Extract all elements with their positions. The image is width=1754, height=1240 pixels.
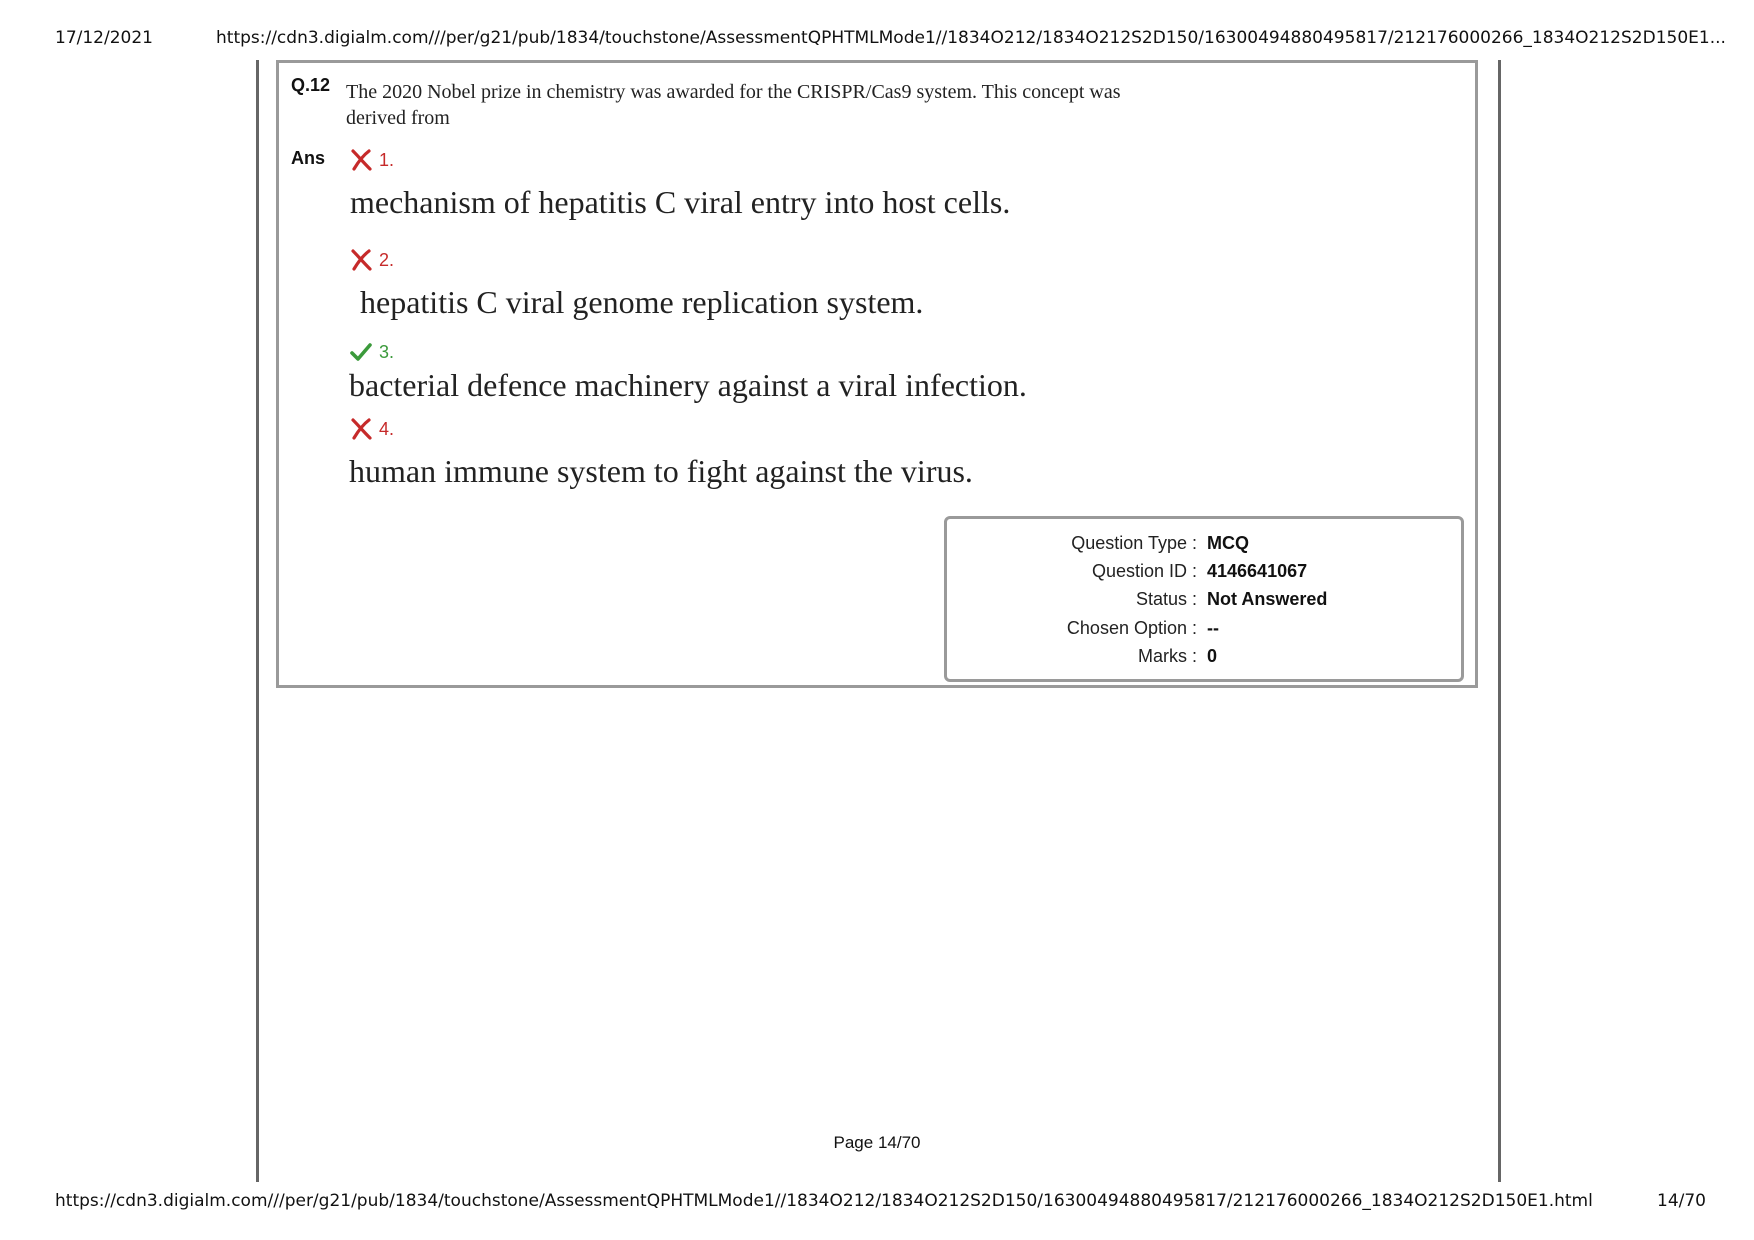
info-row-question-type xyxy=(947,533,1461,559)
question-box xyxy=(276,60,1478,688)
info-value-question-type: MCQ xyxy=(1207,533,1249,553)
info-row-marks xyxy=(947,646,1461,672)
info-label-chosen-option: Chosen Option : xyxy=(1066,618,1197,638)
option-1-label: 1. xyxy=(379,149,395,170)
cross-icon xyxy=(349,148,373,172)
option-1-marker xyxy=(349,148,394,172)
print-header-url: https://cdn3.digialm.com///per/g21/pub/1834/touchstone/AssessmentQPHTMLMode1//1834O212/1834O212S2D150/16300494880495817/212176000266_1834O212S2D150E1... xyxy=(216,28,1726,48)
question-text: The 2020 Nobel prize in chemistry was awarded for the CRISPR/Cas9 system. This concept was derived from xyxy=(346,81,1121,129)
info-row-question-id xyxy=(947,561,1461,587)
option-4-text: human immune system to fight against the virus. xyxy=(349,453,973,489)
option-4-marker xyxy=(349,417,394,441)
info-row-status xyxy=(947,589,1461,615)
info-label-question-id: Question ID : xyxy=(1091,561,1197,581)
option-3-marker xyxy=(349,340,394,364)
option-3-text: bacterial defence machinery against a viral infection. xyxy=(349,367,1027,403)
info-label-marks: Marks : xyxy=(1137,646,1197,666)
option-2-text: hepatitis C viral genome replication system. xyxy=(360,284,924,320)
print-footer-url: https://cdn3.digialm.com///per/g21/pub/1834/touchstone/AssessmentQPHTMLMode1//1834O212/1834O212S2D150/16300494880495817/212176000266_1834O212S2D150E1.html xyxy=(55,1191,1593,1211)
cross-icon xyxy=(349,248,373,272)
question-number: Q.12 xyxy=(291,75,331,95)
answer-label: Ans xyxy=(291,148,326,168)
option-1-text: mechanism of hepatitis C viral entry into host cells. xyxy=(350,184,1011,220)
info-value-marks: 0 xyxy=(1207,646,1218,666)
info-value-chosen-option: -- xyxy=(1207,618,1219,638)
info-label-question-type: Question Type : xyxy=(1071,533,1197,553)
question-info-box xyxy=(944,516,1464,682)
page-rule-left xyxy=(256,60,259,1182)
check-icon xyxy=(349,340,373,364)
info-value-question-id: 4146641067 xyxy=(1207,561,1308,581)
page-rule-right xyxy=(1498,60,1501,1182)
option-2-label: 2. xyxy=(379,249,395,270)
info-label-status: Status : xyxy=(1135,589,1197,609)
print-footer-page: 14/70 xyxy=(1657,1191,1706,1211)
print-header-date: 17/12/2021 xyxy=(55,28,153,48)
option-4-label: 4. xyxy=(379,418,395,439)
cross-icon xyxy=(349,417,373,441)
option-2-marker xyxy=(349,248,394,272)
info-row-chosen-option xyxy=(947,618,1461,644)
option-3-label: 3. xyxy=(379,341,395,362)
info-value-status: Not Answered xyxy=(1207,589,1328,609)
page-number: Page 14/70 xyxy=(833,1133,921,1152)
